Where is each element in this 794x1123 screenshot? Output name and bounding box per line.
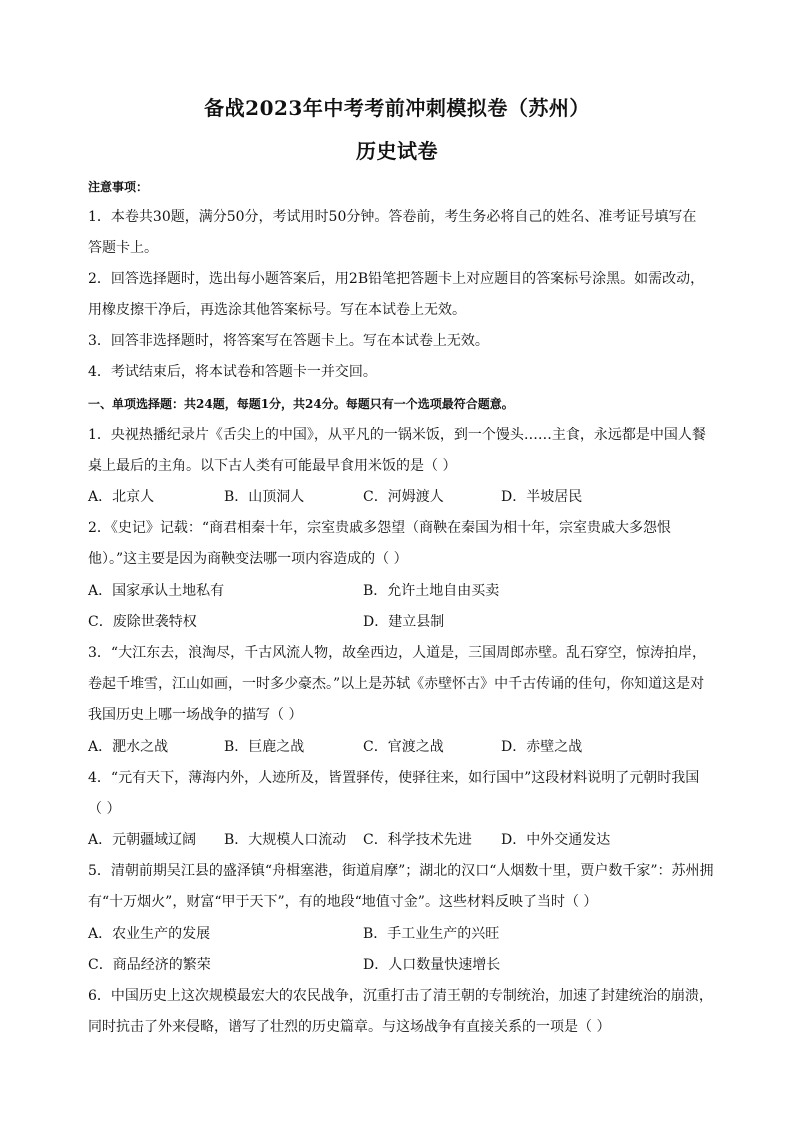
question-4-option-c: C．科学技术先进 [363, 832, 472, 848]
question-3-option-d: D．赤壁之战 [501, 739, 583, 755]
question-1-option-a: A．北京人 [88, 489, 155, 505]
question-3-option-a: A．淝水之战 [88, 739, 169, 755]
question-4-option-a: A．元朝疆域辽阔 [88, 832, 197, 848]
exam-title: 备战2023年中考考前冲刺模拟卷（苏州） [204, 96, 590, 120]
notice-item-3: 3．回答非选择题时，将答案写在答题卡上。写在本试卷上无效。 [88, 333, 489, 349]
exam-subtitle: 历史试卷 [356, 139, 438, 163]
question-3-option-c: C．官渡之战 [363, 739, 444, 755]
question-4-option-b: B．大规模人口流动 [224, 832, 347, 848]
question-3-stem-line-2: 卷起千堆雪，江山如画，一时多少豪杰。”以上是苏轼《赤壁怀古》中千古传诵的佳句，你知道这是对 [88, 676, 705, 692]
notice-item-2-line-1: 2．回答选择题时，选出每小题答案后，用2B铅笔把答题卡上对应题目的答案标号涂黑。如需改动， [88, 271, 705, 287]
notice-item-2-line-2: 用橡皮擦干净后，再选涂其他答案标号。写在本试卷上无效。 [88, 302, 466, 318]
question-6-stem-line-2: 同时抗击了外来侵略，谱写了壮烈的历史篇章。与这场战争有直接关系的一项是（ ） [88, 1019, 611, 1035]
question-5-option-d: D．人口数量快速增长 [363, 957, 501, 973]
question-1-stem-line-2: 桌上最后的主角。以下古人类有可能最早食用米饭的是（ ） [88, 458, 457, 474]
question-4-stem-line-2: （ ） [88, 801, 121, 817]
question-1-option-c: C．河姆渡人 [363, 489, 444, 505]
question-2-stem-line-2: 他）。”这主要是因为商鞅变法哪一项内容造成的（ ） [88, 551, 408, 567]
question-5-option-b: B．手工业生产的兴旺 [363, 926, 500, 942]
question-2-option-d: D．建立县制 [363, 614, 445, 630]
notice-item-1-line-2: 答题卡上。 [88, 240, 158, 256]
question-3-option-b: B．巨鹿之战 [224, 739, 305, 755]
question-5-stem-line-2: 有“十万烟火”，财富“甲于天下”，有的地段“地值寸金”。这些材料反映了当时（ ） [88, 894, 598, 910]
question-2-option-c: C．废除世袭特权 [88, 614, 197, 630]
section-heading: 一、单项选择题：共24题，每题1分，共24分。每题只有一个选项最符合题意。 [88, 397, 514, 411]
question-4-stem-line-1: 4．“元有天下，薄海内外，人迹所及，皆置驿传，使驿往来，如行国中”这段材料说明了元朝时我国 [88, 770, 700, 786]
question-2-option-b: B．允许土地自由买卖 [363, 583, 500, 599]
question-1-option-b: B．山顶洞人 [224, 489, 305, 505]
notice-heading: 注意事项： [88, 180, 149, 194]
question-6-stem-line-1: 6．中国历史上这次规模最宏大的农民战争，沉重打击了清王朝的专制统治，加速了封建统治的崩溃， [88, 988, 713, 1004]
question-5-stem-line-1: 5．清朝前期吴江县的盛泽镇“舟楫塞港，街道肩摩”；湖北的汉口“人烟数十里，贾户数千家”：苏州拥 [88, 863, 714, 879]
question-1-stem-line-1: 1．央视热播纪录片《舌尖上的中国》，从平凡的一锅米饭，到一个馒头……主食，永远都是中国人餐 [88, 427, 706, 443]
question-3-stem-line-3: 我国历史上哪一场战争的描写（ ） [88, 707, 303, 723]
notice-item-4: 4．考试结束后，将本试卷和答题卡一并交回。 [88, 364, 377, 380]
question-4-option-d: D．中外交通发达 [501, 832, 611, 848]
question-3-stem-line-1: 3．“大江东去，浪淘尽，千古风流人物，故垒西边，人道是，三国周郎赤壁。乱石穿空，惊涛拍岸， [88, 645, 707, 661]
question-1-option-d: D．半坡居民 [501, 489, 583, 505]
question-2-option-a: A．国家承认土地私有 [88, 583, 225, 599]
question-5-option-a: A．农业生产的发展 [88, 926, 211, 942]
notice-item-1-line-1: 1．本卷共30题，满分50分，考试用时50分钟。答卷前，考生务必将自己的姓名、准考证号填写在 [88, 209, 697, 225]
question-2-stem-line-1: 2．《史记》记载：“商君相秦十年，宗室贵戚多怨望（商鞅在秦国为相十年，宗室贵戚大多怨恨 [88, 520, 672, 536]
question-5-option-c: C．商品经济的繁荣 [88, 957, 211, 973]
